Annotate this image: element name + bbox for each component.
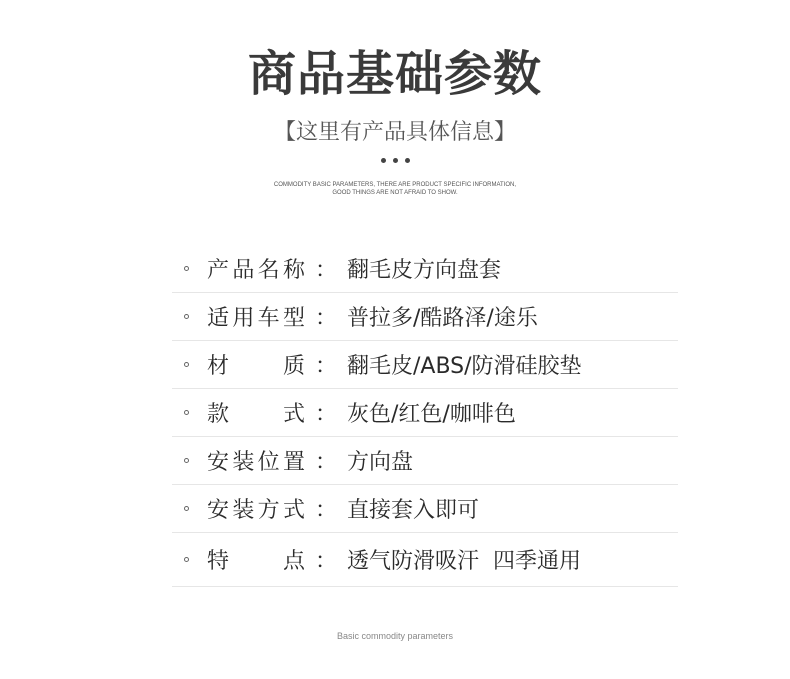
param-value: 方向盘: [347, 450, 414, 475]
param-colon: ：: [314, 354, 337, 379]
bullet-icon: [184, 410, 189, 415]
param-colon: ：: [314, 549, 337, 574]
page-subtitle: 【这里有产品具体信息】: [273, 120, 516, 145]
label-char: 式: [282, 402, 305, 427]
label-char: 装: [232, 498, 255, 523]
label-char: 点: [282, 549, 305, 574]
dot-icon: [405, 158, 410, 163]
param-row-material: [172, 341, 678, 389]
param-colon: ：: [314, 402, 337, 427]
param-label: [207, 301, 305, 332]
tagline-line-2: GOOD THINGS ARE NOT AFRAID TO SHOW.: [332, 190, 458, 196]
label-char: 位: [257, 450, 280, 475]
bullet-icon: [184, 362, 189, 367]
dot-icon: [393, 158, 398, 163]
param-label: [207, 544, 305, 575]
param-row-style: [172, 389, 678, 437]
param-label: [207, 349, 305, 380]
label-char: 特: [207, 549, 230, 574]
tagline: [0, 181, 790, 197]
dots-divider: [0, 158, 790, 163]
param-value: 透气防滑吸汗 四季通用: [347, 549, 581, 574]
param-row-features: [172, 533, 678, 587]
bullet-icon: [184, 314, 189, 319]
label-char: 质: [282, 354, 305, 379]
dot-icon: [381, 158, 386, 163]
param-value: 灰色/红色/咖啡色: [347, 402, 516, 427]
page-title: 商品基础参数: [247, 46, 542, 102]
label-char: 安: [207, 498, 230, 523]
label-char: 型: [282, 306, 305, 331]
param-value: 翻毛皮/ABS/防滑硅胶垫: [347, 354, 582, 379]
param-label: [207, 397, 305, 428]
param-value: 翻毛皮方向盘套: [347, 258, 502, 283]
bullet-icon: [184, 557, 189, 562]
param-row-install-position: [172, 437, 678, 485]
label-char: 装: [232, 450, 255, 475]
param-colon: ：: [314, 450, 337, 475]
footer-caption: Basic commodity parameters: [336, 631, 454, 641]
param-value: 普拉多/酷路泽/途乐: [347, 306, 538, 331]
param-colon: ：: [314, 498, 337, 523]
label-char: 产: [207, 258, 230, 283]
bullet-icon: [184, 458, 189, 463]
param-label: [207, 253, 305, 284]
param-row-install-method: [172, 485, 678, 533]
label-char: 式: [282, 498, 305, 523]
label-char: 称: [282, 258, 305, 283]
label-char: 方: [257, 498, 280, 523]
bullet-icon: [184, 506, 189, 511]
label-char: 材: [207, 354, 230, 379]
label-char: 款: [207, 402, 230, 427]
param-value: 直接套入即可: [347, 498, 480, 523]
param-row-vehicle-model: [172, 293, 678, 341]
tagline-line-1: COMMODITY BASIC PARAMETERS, THERE ARE PRODUCT SPECIFIC INFORMATION,: [273, 182, 517, 188]
label-char: 置: [282, 450, 305, 475]
param-colon: ：: [314, 258, 337, 283]
label-char: 品: [232, 258, 255, 283]
param-label: [207, 493, 305, 524]
label-char: 名: [257, 258, 280, 283]
param-label: [207, 445, 305, 476]
label-char: 车: [257, 306, 280, 331]
label-char: 安: [207, 450, 230, 475]
param-colon: ：: [314, 306, 337, 331]
param-row-product-name: [172, 245, 678, 293]
label-char: 用: [232, 306, 255, 331]
bullet-icon: [184, 266, 189, 271]
label-char: 适: [207, 306, 230, 331]
parameter-list: [172, 245, 678, 587]
